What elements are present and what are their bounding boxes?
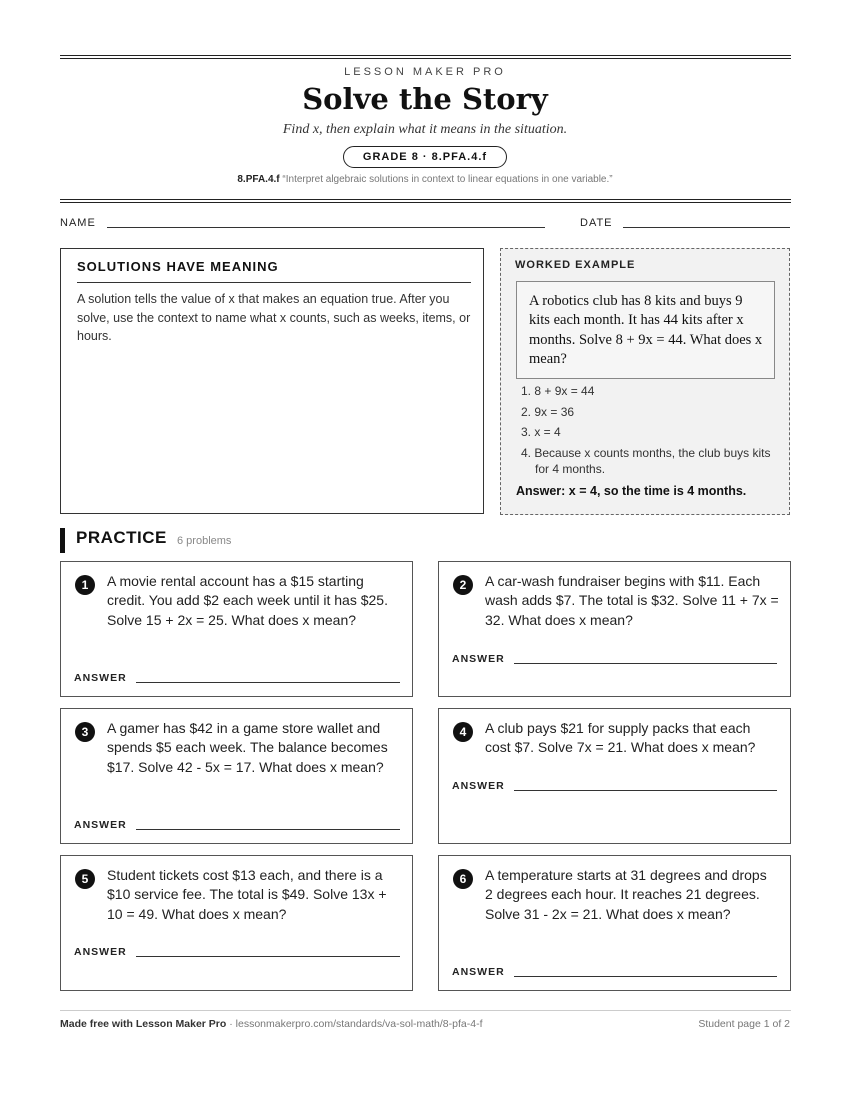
date-label: DATE	[580, 217, 613, 229]
answer-label: ANSWER	[452, 653, 505, 665]
problem-text: A temperature starts at 31 degrees and drops 2 degrees each hour. It reaches 21 degrees. Solve 31 - 2x = 21. What does x mean?	[485, 867, 767, 922]
problem-card-1	[60, 561, 413, 697]
practice-count: 6 problems	[177, 535, 232, 547]
problem-text: Student tickets cost $13 each, and there is a $10 service fee. The total is $49. Solve 13x + 10 = 49. What does x mean?	[107, 867, 387, 922]
concept-body: A solution tells the value of x that makes an equation true. After you solve, use the context to name what x counts, such as weeks, items, or hours.	[77, 292, 471, 343]
problem-number: 2	[453, 575, 473, 595]
footer-made-with: Made free with Lesson Maker Pro	[60, 1018, 227, 1030]
concept-heading: SOLUTIONS HAVE MEANING	[77, 259, 471, 283]
answer-label: ANSWER	[74, 672, 127, 684]
answer-label: ANSWER	[74, 819, 127, 831]
worked-example-heading: WORKED EXAMPLE	[515, 259, 636, 271]
answer-label: ANSWER	[74, 946, 127, 958]
concept-box	[60, 248, 484, 514]
header-bottom-rule-inner	[60, 202, 791, 203]
problem-card-4	[438, 708, 791, 844]
footer-page-number: Student page 1 of 2	[698, 1018, 790, 1030]
practice-title: PRACTICE	[76, 528, 167, 547]
problem-text: A gamer has $42 in a game store wallet and spends $5 each week. The balance becomes $17. Solve 42 - 5x = 17. What does x mean?	[107, 720, 388, 775]
worked-example-box	[500, 248, 790, 515]
standard-code: 8.PFA.4.f	[237, 174, 280, 185]
problem-card-3	[60, 708, 413, 844]
footer-rule	[60, 1010, 791, 1011]
worked-example-step: 3. x = 4	[521, 425, 561, 439]
problem-text: A movie rental account has a $15 starting credit. You add $2 each week until it has $25. Solve 15 + 2x = 25. What does x mean?	[107, 573, 388, 628]
top-rule	[60, 55, 791, 56]
worked-example-problem-box	[516, 281, 775, 379]
answer-field[interactable]	[514, 663, 777, 664]
problem-card-5	[60, 855, 413, 991]
answer-label: ANSWER	[452, 780, 505, 792]
problem-text: A car-wash fundraiser begins with $11. Each wash adds $7. The total is $32. Solve 11 + 7x = 32. What does x mean?	[485, 573, 779, 628]
standard-line	[0, 174, 850, 185]
brand-name: LESSON MAKER PRO	[344, 66, 506, 78]
standard-text: “Interpret algebraic solutions in context to linear equations in one variable.”	[282, 174, 613, 185]
worked-example-step: 2. 9x = 36	[521, 404, 575, 419]
worked-example-problem: A robotics club has 8 kits and buys 9 kits each month. It has 44 kits after x months. Solve 8 + 9x = 44. What does x mean?	[529, 293, 763, 367]
page-title: Solve the Story	[302, 82, 548, 116]
problem-text: A club pays $21 for supply packs that each cost $7. Solve 7x = 21. What does x mean?	[485, 720, 756, 756]
problem-number: 1	[75, 575, 95, 595]
answer-field[interactable]	[136, 956, 400, 957]
problem-card-6	[438, 855, 791, 991]
worked-example-steps	[521, 383, 779, 481]
top-rule-inner	[60, 58, 791, 59]
header-bottom-rule	[60, 199, 791, 200]
answer-field[interactable]	[136, 829, 400, 830]
answer-field[interactable]	[136, 682, 400, 683]
name-label: NAME	[60, 217, 96, 229]
worked-example-step: 4. Because x counts months, the club buys kits for 4 months.	[521, 445, 771, 476]
footer-credit	[60, 1018, 483, 1030]
problem-number: 6	[453, 869, 473, 889]
worked-example-step: 1. 8 + 9x = 44	[521, 384, 595, 398]
problem-number: 3	[75, 722, 95, 742]
footer-url[interactable]: · lessonmakerpro.com/standards/va-sol-math/8-pfa-4-f	[226, 1018, 483, 1030]
problem-card-2	[438, 561, 791, 697]
answer-label: ANSWER	[452, 966, 505, 978]
problem-number: 4	[453, 722, 473, 742]
page-subtitle: Find x, then explain what it means in the situation.	[282, 122, 568, 137]
name-field[interactable]	[107, 227, 545, 228]
grade-badge: GRADE 8 · 8.PFA.4.f	[343, 146, 507, 168]
worked-example-answer: Answer: x = 4, so the time is 4 months.	[516, 484, 747, 498]
date-field[interactable]	[623, 227, 790, 228]
problem-number: 5	[75, 869, 95, 889]
answer-field[interactable]	[514, 976, 777, 977]
answer-field[interactable]	[514, 790, 777, 791]
practice-accent-bar	[60, 528, 65, 553]
